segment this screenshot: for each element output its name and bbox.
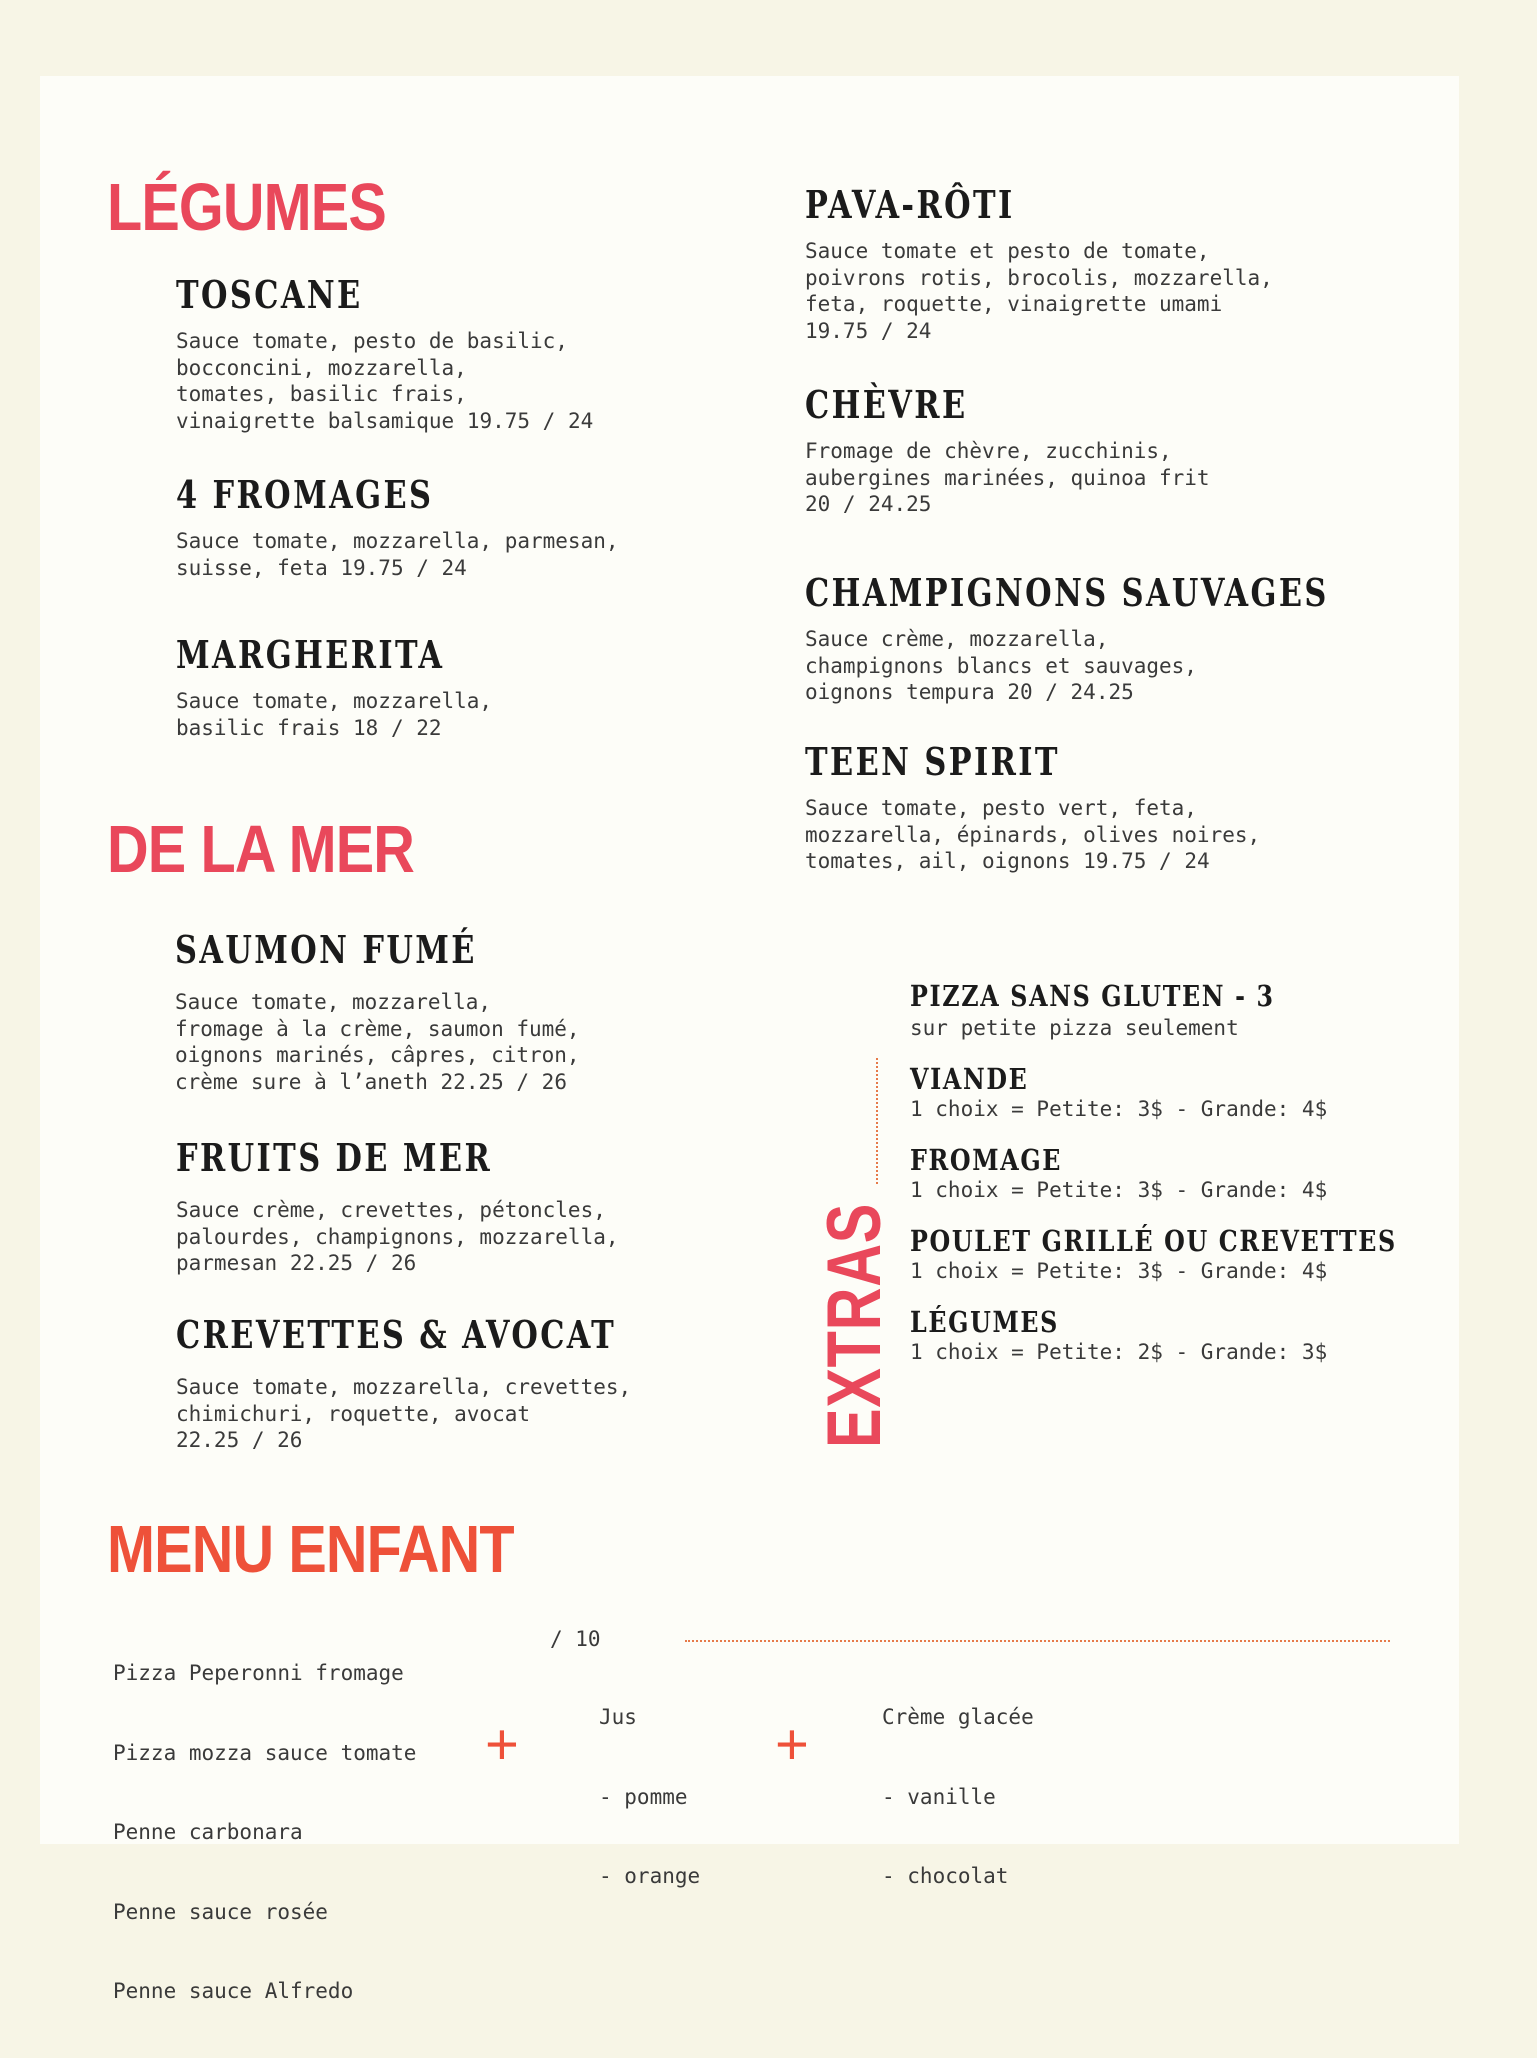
item-description: Sauce crème, mozzarella, champignons blancs et sauvages, oignons tempura 20 / 24.25	[805, 627, 1197, 704]
menu-enfant-dotted-rule	[685, 1640, 1390, 1642]
list-item: - orange	[599, 1864, 701, 1888]
menu-item-4-fromages	[176, 472, 619, 581]
item-description: Fromage de chèvre, zucchinis, aubergines marinées, quinoa frit 20 / 24.25	[805, 439, 1210, 516]
item-description: Sauce tomate, mozzarella, basilic frais 18 / 22	[176, 689, 493, 740]
item-price: 19.75 / 24	[805, 318, 932, 343]
item-title: MARGHERITA	[176, 632, 445, 677]
extra-title: LÉGUMES	[910, 1305, 1059, 1339]
item-price: 19.75 / 24	[1083, 849, 1210, 873]
extra-title: PIZZA SANS GLUTEN - 3	[910, 979, 1275, 1013]
extras-list	[910, 979, 1504, 1365]
list-item: Pizza Peperonni fromage	[113, 1661, 404, 1685]
list-item: Jus	[599, 1705, 637, 1729]
list-item: Pizza mozza sauce tomate	[113, 1740, 417, 1765]
item-title: TOSCANE	[176, 272, 363, 317]
plus-icon: +	[775, 1712, 809, 1777]
menu-item-saumon-fume	[175, 927, 580, 1095]
item-description: Sauce crème, crevettes, pétoncles, palourdes, champignons, mozzarella, parmesan 22.25 / 26	[176, 1198, 619, 1275]
menu-item-chevre	[805, 382, 1210, 518]
list-item: Crème glacée	[882, 1705, 1034, 1729]
item-description: Sauce tomate et pesto de tomate, poivrons rotis, brocolis, mozzarella, feta, roquette, vinaigrette umami 19.75 / 24	[805, 239, 1273, 343]
item-title: FRUITS DE MER	[176, 1135, 493, 1180]
extra-description: 1 choix = Petite: 3$ - Grande: 4$	[910, 1178, 1328, 1202]
item-title: TEEN SPIRIT	[805, 739, 1060, 784]
item-title: CHAMPIGNONS SAUVAGES	[805, 570, 1329, 615]
item-price: 22.25 / 26	[440, 1069, 567, 1094]
item-description: Sauce tomate, mozzarella, crevettes, chimichuri, roquette, avocat 22.25 / 26	[176, 1375, 632, 1452]
menu-enfant-desserts	[882, 1651, 1034, 1943]
item-title: CHÈVRE	[805, 382, 968, 427]
menu-item-margherita	[176, 632, 511, 741]
item-title: SAUMON FUMÉ	[175, 927, 477, 972]
menu-enfant-drinks	[599, 1651, 700, 1943]
extra-item-viande	[910, 1062, 1504, 1122]
list-item: - chocolat	[882, 1864, 1009, 1888]
menu-enfant-price: / 10	[550, 1627, 601, 1651]
item-price: 22.25 / 26	[176, 1428, 303, 1452]
menu-item-teen-spirit	[805, 739, 1261, 875]
menu-enfant-header	[107, 1512, 580, 1587]
menu-item-crevettes-avocat	[176, 1312, 726, 1454]
extra-title: VIANDE	[910, 1062, 1029, 1096]
extra-description: sur petite pizza seulement	[910, 1016, 1239, 1040]
list-item: Penne carbonara	[113, 1820, 303, 1844]
item-price: 18 / 22	[353, 715, 442, 740]
extra-item-legumes	[910, 1305, 1504, 1365]
item-price: 20 / 24.25	[805, 492, 932, 516]
menu-item-fruits-de-mer	[176, 1135, 619, 1277]
item-description: Sauce tomate, pesto vert, feta, mozzarella, épinards, olives noires, tomates, ail, oignons 19.75 / 24	[805, 796, 1261, 873]
item-price: 19.75 / 24	[340, 555, 467, 580]
list-item: Penne sauce rosée	[113, 1899, 328, 1924]
item-price: 19.75 / 24	[466, 408, 594, 433]
item-price: 22.25 / 26	[289, 1251, 417, 1275]
section-title-de-la-mer: DE LA MER	[107, 812, 415, 887]
extra-description: 1 choix = Petite: 3$ - Grande: 4$	[910, 1097, 1328, 1121]
item-title: CREVETTES & AVOCAT	[176, 1312, 617, 1357]
extra-item-poulet	[910, 1224, 1504, 1284]
item-price: 20 / 24.25	[1007, 680, 1134, 704]
menu-item-toscane	[176, 272, 594, 434]
menu-item-pava-roti	[805, 182, 1273, 344]
extra-item-sans-gluten	[910, 979, 1504, 1041]
menu-item-champignons-sauvages	[805, 570, 1460, 706]
list-item: - vanille	[882, 1784, 996, 1809]
list-item: - pomme	[599, 1784, 688, 1809]
list-item: Penne sauce Alfredo	[113, 1979, 354, 2003]
extra-item-fromage	[910, 1143, 1504, 1203]
item-description: Sauce tomate, mozzarella, fromage à la crème, saumon fumé, oignons marinés, câpres, citron, crème sure à l’aneth 22.25 / 26	[175, 990, 580, 1094]
extra-description: 1 choix = Petite: 2$ - Grande: 3$	[910, 1340, 1328, 1364]
item-description: Sauce tomate, pesto de basilic, bocconcini, mozzarella, tomates, basilic frais, vinaigrette balsamique 19.75 / 24	[176, 329, 594, 433]
item-description: Sauce tomate, mozzarella, parmesan, suisse, feta 19.75 / 24	[176, 529, 619, 580]
menu-enfant-mains	[113, 1607, 416, 2058]
extra-title: POULET GRILLÉ OU CREVETTES	[910, 1224, 1397, 1258]
section-title-legumes: LÉGUMES	[107, 170, 386, 245]
section-title-extras: EXTRAS	[812, 1202, 897, 1448]
item-title: PAVA-RÔTI	[805, 182, 1015, 227]
extra-description: 1 choix = Petite: 3$ - Grande: 4$	[910, 1259, 1328, 1283]
extra-title: FROMAGE	[910, 1143, 1063, 1177]
section-title-menu-enfant: MENU ENFANT	[107, 1512, 514, 1587]
item-title: 4 FROMAGES	[176, 472, 434, 517]
menu-sheet	[40, 76, 1459, 2003]
plus-icon: +	[485, 1712, 519, 1777]
